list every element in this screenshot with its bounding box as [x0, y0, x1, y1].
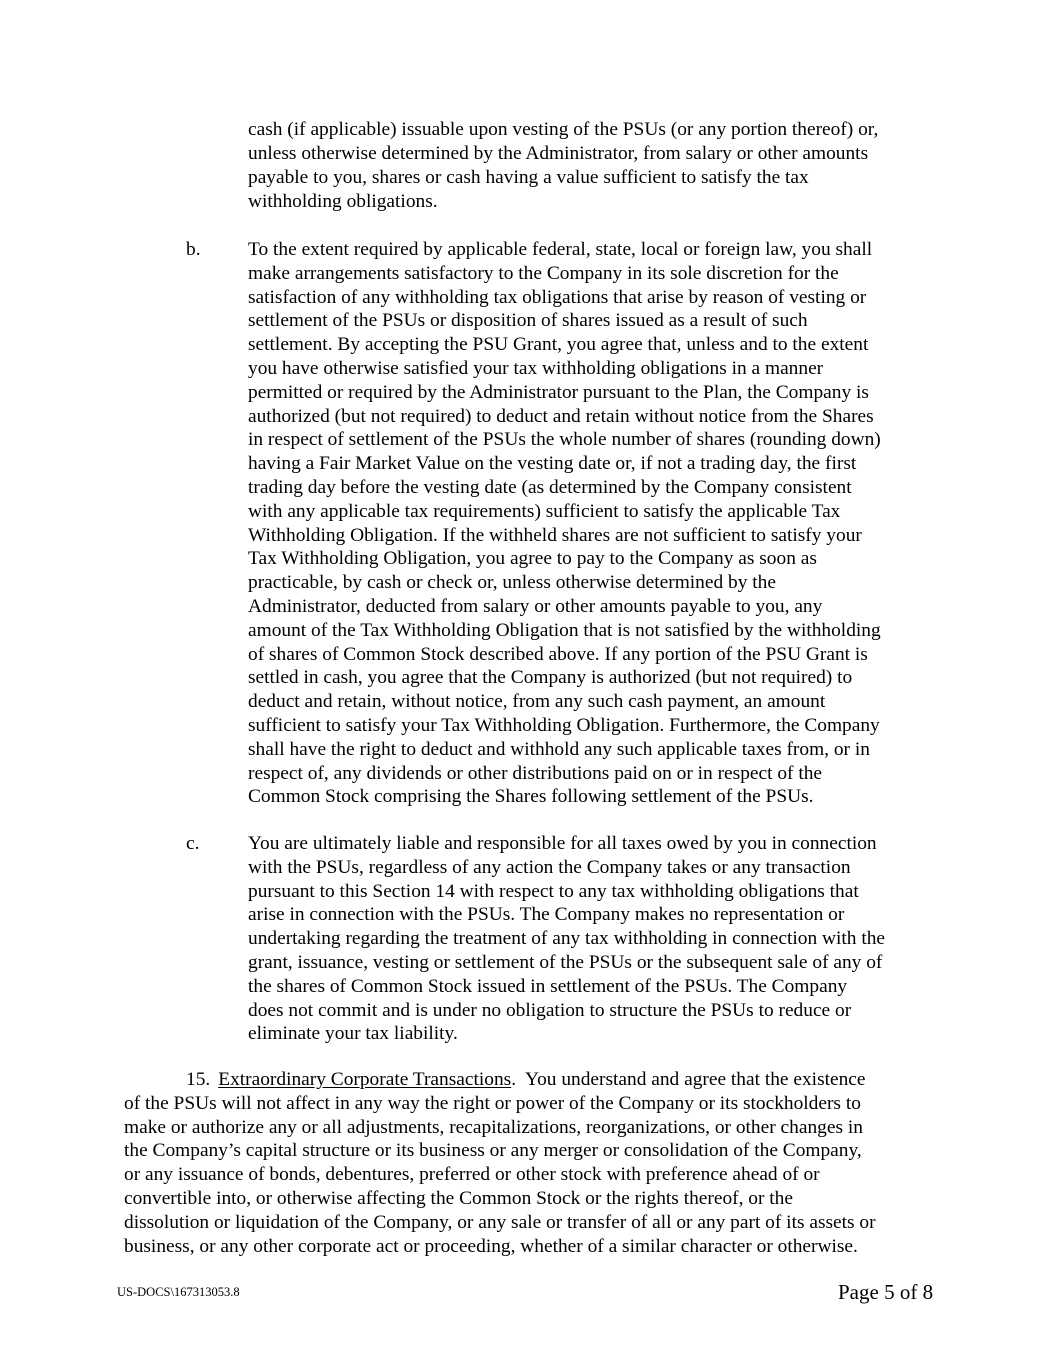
text-line: settlement of the PSUs or disposition of shares issued as a result of such [248, 310, 808, 332]
text-line: make arrangements satisfactory to the Company in its sole discretion for the [248, 262, 839, 284]
page-number: Page 5 of 8 [838, 1280, 934, 1304]
text-line: eliminate your tax liability. [248, 1023, 458, 1045]
text-line: pursuant to this Section 14 with respect to any tax withholding obligations that [248, 880, 859, 902]
section-heading: Extraordinary Corporate Transactions [218, 1069, 512, 1090]
text-line: the shares of Common Stock issued in settlement of the PSUs. The Company [248, 975, 848, 997]
text-line: To the extent required by applicable federal, state, local or foreign law, you shall [248, 239, 873, 260]
text-line: trading day before the vesting date (as determined by the Company consistent [248, 476, 852, 498]
section-15-paragraph [124, 1068, 938, 1258]
text-line: You are ultimately liable and responsible for all taxes owed by you in connection [248, 833, 877, 854]
text-line: respect of, any dividends or other distributions paid on or in respect of the [248, 762, 823, 784]
text-line: payable to you, shares or cash having a value sufficient to satisfy the tax [248, 167, 809, 188]
text-line: cash (if applicable) issuable upon vesting of the PSUs (or any portion thereof) or, [248, 119, 879, 140]
text-line: Common Stock comprising the Shares following settlement of the PSUs. [248, 786, 814, 808]
text-line: does not commit and is under no obligation to structure the PSUs to reduce or [248, 999, 852, 1021]
section-first-line [124, 1068, 938, 1092]
text-line: practicable, by cash or check or, unless otherwise determined by the [248, 572, 776, 594]
text-line: arise in connection with the PSUs. The Company makes no representation or [248, 904, 845, 926]
text-line: Administrator, deducted from salary or other amounts payable to you, any [248, 595, 823, 617]
text-line: amount of the Tax Withholding Obligation that is not satisfied by the withholding [248, 619, 881, 641]
text-line: deduct and retain, without notice, from any such cash payment, an amount [248, 691, 826, 713]
text-line: in respect of settlement of the PSUs the whole number of shares (rounding down) [248, 429, 881, 451]
text-fragment: . You understand and agree that the existence [511, 1069, 866, 1090]
text-line: undertaking regarding the treatment of any tax withholding in connection with the [248, 928, 886, 950]
text-line: Tax Withholding Obligation, you agree to pay to the Company as soon as [248, 548, 817, 570]
text-line: dissolution or liquidation of the Company, or any sale or transfer of all or any part of its assets or [124, 1211, 876, 1233]
text-line: unless otherwise determined by the Administrator, from salary or other amounts [248, 143, 869, 164]
text-line: convertible into, or otherwise affecting the Common Stock or the rights thereof, or the [124, 1187, 793, 1209]
text-line: sufficient to satisfy your Tax Withholding Obligation. Furthermore, the Company [248, 714, 880, 736]
continued-paragraph [248, 118, 938, 214]
text-line: make or authorize any or all adjustments, recapitalizations, reorganizations, or other changes in [124, 1116, 863, 1138]
text-line: grant, issuance, vesting or settlement of the PSUs or the subsequent sale of any of [248, 951, 883, 973]
text-line: withholding obligations. [248, 191, 438, 212]
section-number: 15. [186, 1069, 211, 1090]
text-line: or any issuance of bonds, debentures, preferred or other stock with preference ahead of or [124, 1164, 820, 1186]
text-line: Withholding Obligation. If the withheld shares are not sufficient to satisfy your [248, 524, 862, 546]
list-marker: b. [186, 239, 201, 260]
list-item-body [248, 832, 938, 1046]
text-line: having a Fair Market Value on the vesting date or, if not a trading day, the first [248, 453, 857, 475]
text-line: you have otherwise satisfied your tax withholding obligations in a manner [248, 357, 824, 379]
text-line: of the PSUs will not affect in any way the right or power of the Company or its stockholders to [124, 1092, 861, 1114]
text-line: settlement. By accepting the PSU Grant, you agree that, unless and to the extent [248, 334, 869, 356]
text-line: with the PSUs, regardless of any action the Company takes or any transaction [248, 856, 851, 878]
text-line: permitted or required by the Administrator pursuant to the Plan, the Company is [248, 381, 869, 403]
text-line: satisfaction of any withholding tax obligations that arise by reason of vesting or [248, 286, 867, 308]
text-line: of shares of Common Stock described above. If any portion of the PSU Grant is [248, 643, 868, 665]
text-line: authorized (but not required) to deduct and retain without notice from the Shares [248, 405, 874, 427]
list-marker: c. [186, 833, 200, 854]
document-id: US-DOCS\167313053.8 [117, 1285, 240, 1299]
list-item-body [248, 238, 938, 809]
text-line: shall have the right to deduct and withhold any such applicable taxes from, or in [248, 738, 870, 760]
text-line: with any applicable tax requirements) sufficient to satisfy the applicable Tax [248, 500, 841, 522]
text-line: settled in cash, you agree that the Company is authorized (but not required) to [248, 667, 853, 689]
text-line: business, or any other corporate act or proceeding, whether of a similar character or otherwise. [124, 1235, 858, 1257]
text-line: the Company’s capital structure or its business or any merger or consolidation of the Company, [124, 1140, 862, 1162]
